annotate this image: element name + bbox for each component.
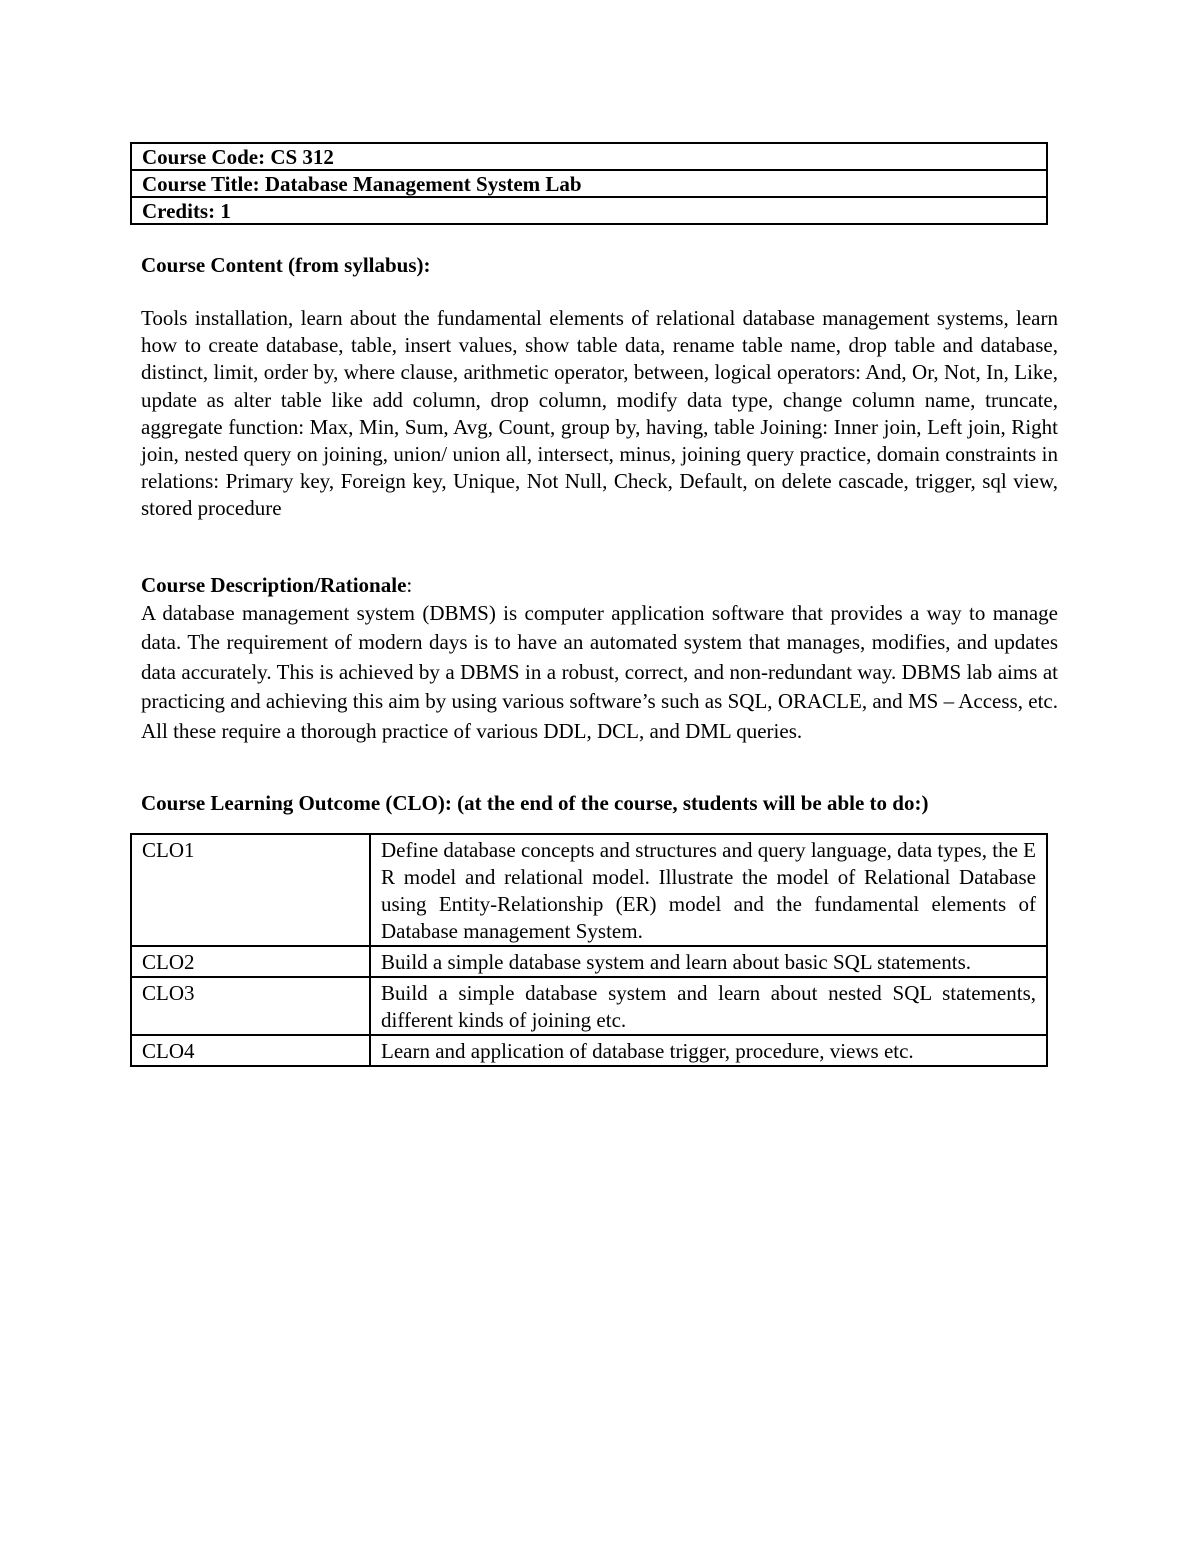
course-description-heading-colon: : bbox=[406, 573, 413, 597]
table-row bbox=[131, 834, 1047, 946]
course-description-heading-label: Course Description/Rationale bbox=[141, 573, 407, 597]
clo-id: CLO1 bbox=[131, 834, 370, 946]
clo-id: CLO3 bbox=[131, 977, 370, 1035]
course-description-heading bbox=[141, 573, 412, 598]
clo-id: CLO4 bbox=[131, 1035, 370, 1066]
course-content-text: Tools installation, learn about the fundamental elements of relational database management systems, learn how to create database, table, insert values, show table data, rename table name, drop table and database, distinct, limit, order by, where clause, arithmetic operator, between, logical operators: And, Or, Not, In, Like, update as alter table like add column, drop column, modify data type, change column name, truncate, aggregate function: Max, Min, Sum, Avg, Count, group by, having, table Joining: Inner join, Left join, Right join, nested query on joining, union/ union all, intersect, minus, joining query practice, domain constraints in relations: Primary key, Foreign key, Unique, Not Null, Check, Default, on delete cascade, trigger, sql view, stored procedure bbox=[141, 306, 1058, 521]
course-title-row bbox=[131, 170, 1047, 197]
clo-table bbox=[130, 833, 1048, 1067]
clo-description: Define database concepts and structures and query language, data types, the E R model and relational model. Illustrate the model of Relational Database using Entity-Relationship (ER) model and the fundamental elements of Database management System. bbox=[370, 834, 1047, 946]
clo-description: Learn and application of database trigger, procedure, views etc. bbox=[370, 1035, 1047, 1066]
clo-id: CLO2 bbox=[131, 946, 370, 977]
course-description-text: A database management system (DBMS) is computer application software that provides a way to manage data. The requirement of modern days is to have an automated system that manages, modifies, and updates data accurately. This is achieved by a DBMS in a robust, correct, and non-redundant way. DBMS lab aims at practicing and achieving this aim by using various software’s such as SQL, ORACLE, and MS – Access, etc. All these require a thorough practice of various DDL, DCL, and DML queries. bbox=[141, 601, 1058, 743]
table-row bbox=[131, 1035, 1047, 1066]
course-info-table bbox=[130, 142, 1048, 225]
clo-description: Build a simple database system and learn about basic SQL statements. bbox=[370, 946, 1047, 977]
course-code-row bbox=[131, 143, 1047, 170]
clo-heading: Course Learning Outcome (CLO): (at the end of the course, students will be able to do:) bbox=[141, 791, 929, 815]
credits-row bbox=[131, 197, 1047, 224]
course-code: Course Code: CS 312 bbox=[131, 143, 1047, 170]
course-title: Course Title: Database Management System Lab bbox=[131, 170, 1047, 197]
course-credits: Credits: 1 bbox=[131, 197, 1047, 224]
table-row bbox=[131, 977, 1047, 1035]
table-row bbox=[131, 946, 1047, 977]
course-content-heading: Course Content (from syllabus): bbox=[141, 253, 431, 277]
clo-description: Build a simple database system and learn about nested SQL statements, different kinds of joining etc. bbox=[370, 977, 1047, 1035]
